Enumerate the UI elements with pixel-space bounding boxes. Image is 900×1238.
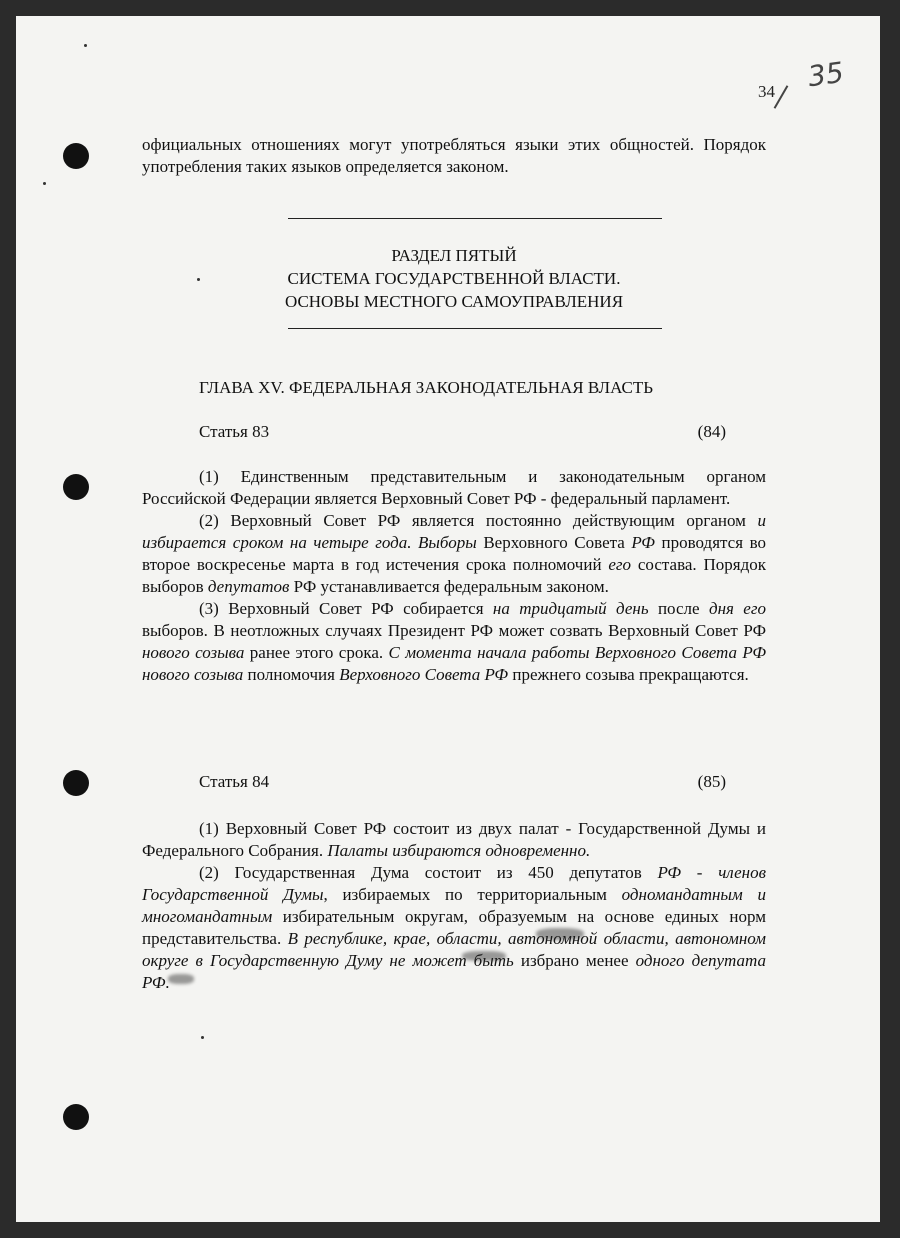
article-83-p3 [142,598,766,686]
text-run-italic: на тридцатый день [492,599,649,618]
text-run-italic: С момента начала работы Верховного Совета РФ нового созыва [142,643,766,684]
text-run: (2) Верховный Совет РФ является постоянно действующим органом [199,511,758,530]
text-run: (1) Верховный Совет РФ состоит из двух палат - Государственной Думы и Федерального Собрания. [142,819,766,860]
binder-hole [63,1104,89,1130]
article-83-label: Статья 83 [199,422,270,441]
section-heading [142,244,766,313]
article-83-p1: (1) Единственным представительным и законодательным органом Российской Федерации является Верховный Совет РФ - федеральный парламент. [142,467,766,508]
article-84-p2 [142,862,766,994]
binder-hole [63,770,89,796]
text-run: полномочия [243,665,340,684]
ink-smudge [168,974,194,984]
text-run: избрано менее [513,951,636,970]
text-run-italic: Палаты избираются одновременно. [327,841,591,860]
text-run: Верховного Совета [476,533,632,552]
text-run-italic: В республике, крае, области, автономной области, автономном округе в Государственную Думу не может быть [142,929,766,970]
text-run-italic: РФ - членов Государственной Думы [142,863,766,904]
section-number: РАЗДЕЛ ПЯТЫЙ [391,246,517,265]
article-83-body [142,466,766,686]
section-rule-bottom [288,328,662,329]
ink-smudge [462,951,506,961]
page-number-handwritten: 35 [805,55,846,94]
article-84-label: Статья 84 [199,772,270,791]
article-83-p2 [142,510,766,598]
page-number-printed: 34 [758,82,775,101]
text-run: состава. Порядок выборов [142,555,766,596]
text-run: после [648,599,709,618]
top-paragraph [142,134,766,178]
article-84-body [142,818,766,994]
article-83-ref: (84) [697,422,726,441]
text-run: выборов. В неотложных случаях Президент РФ может созвать Верховный Совет РФ [142,621,766,640]
text-run: прежнего созыва прекращаются. [508,665,749,684]
text-run-italic: РФ [631,533,655,552]
article-83-header [199,422,726,442]
article-84-p1 [142,818,766,862]
strike-mark [774,85,789,109]
top-paragraph-text: официальных отношениях могут употребляться языки этих общностей. Порядок употребления таких языков определяется законом. [142,135,766,176]
speck [43,182,46,185]
text-run: (3) Верховный Совет РФ собирается [199,599,493,618]
text-run: РФ устанавливается федеральным законом. [289,577,609,596]
article-84-ref: (85) [697,772,726,791]
section-rule-top [288,218,662,219]
text-run-italic: Верховного Совета РФ [339,665,509,684]
text-run: (2) Государственная Дума состоит из 450 депутатов [199,863,658,882]
text-run-italic: дня его [708,599,766,618]
text-run: избирательным округам, образуемым на основе единых норм представительства. [142,907,766,948]
text-run-italic: одномандатным и многомандатным [142,885,767,926]
text-run-italic: депутатов [207,577,290,596]
binder-hole [63,474,89,500]
document-page [16,16,880,1222]
text-run-italic: нового созыва [142,643,245,662]
article-84-header [199,772,726,792]
chapter-title: ГЛАВА XV. ФЕДЕРАЛЬНАЯ ЗАКОНОДАТЕЛЬНАЯ ВЛАСТЬ [199,378,653,397]
text-run-italic: одного депутата РФ. [142,951,766,992]
text-run: ранее этого срока. [244,643,389,662]
ink-smudge [536,928,584,940]
text-run: , избираемых по территориальным [323,885,622,904]
text-run: проводятся во второе воскресенье марта в год истечения срока полномочий [142,533,767,574]
text-run-italic: и избирается сроком на четыре года. Выборы [142,511,766,552]
speck [201,1036,204,1039]
section-title: СИСТЕМА ГОСУДАРСТВЕННОЙ ВЛАСТИ. [287,269,621,288]
text-run-italic: его [608,555,632,574]
section-subtitle: ОСНОВЫ МЕСТНОГО САМОУПРАВЛЕНИЯ [284,292,624,311]
binder-hole [63,143,89,169]
speck [84,44,87,47]
